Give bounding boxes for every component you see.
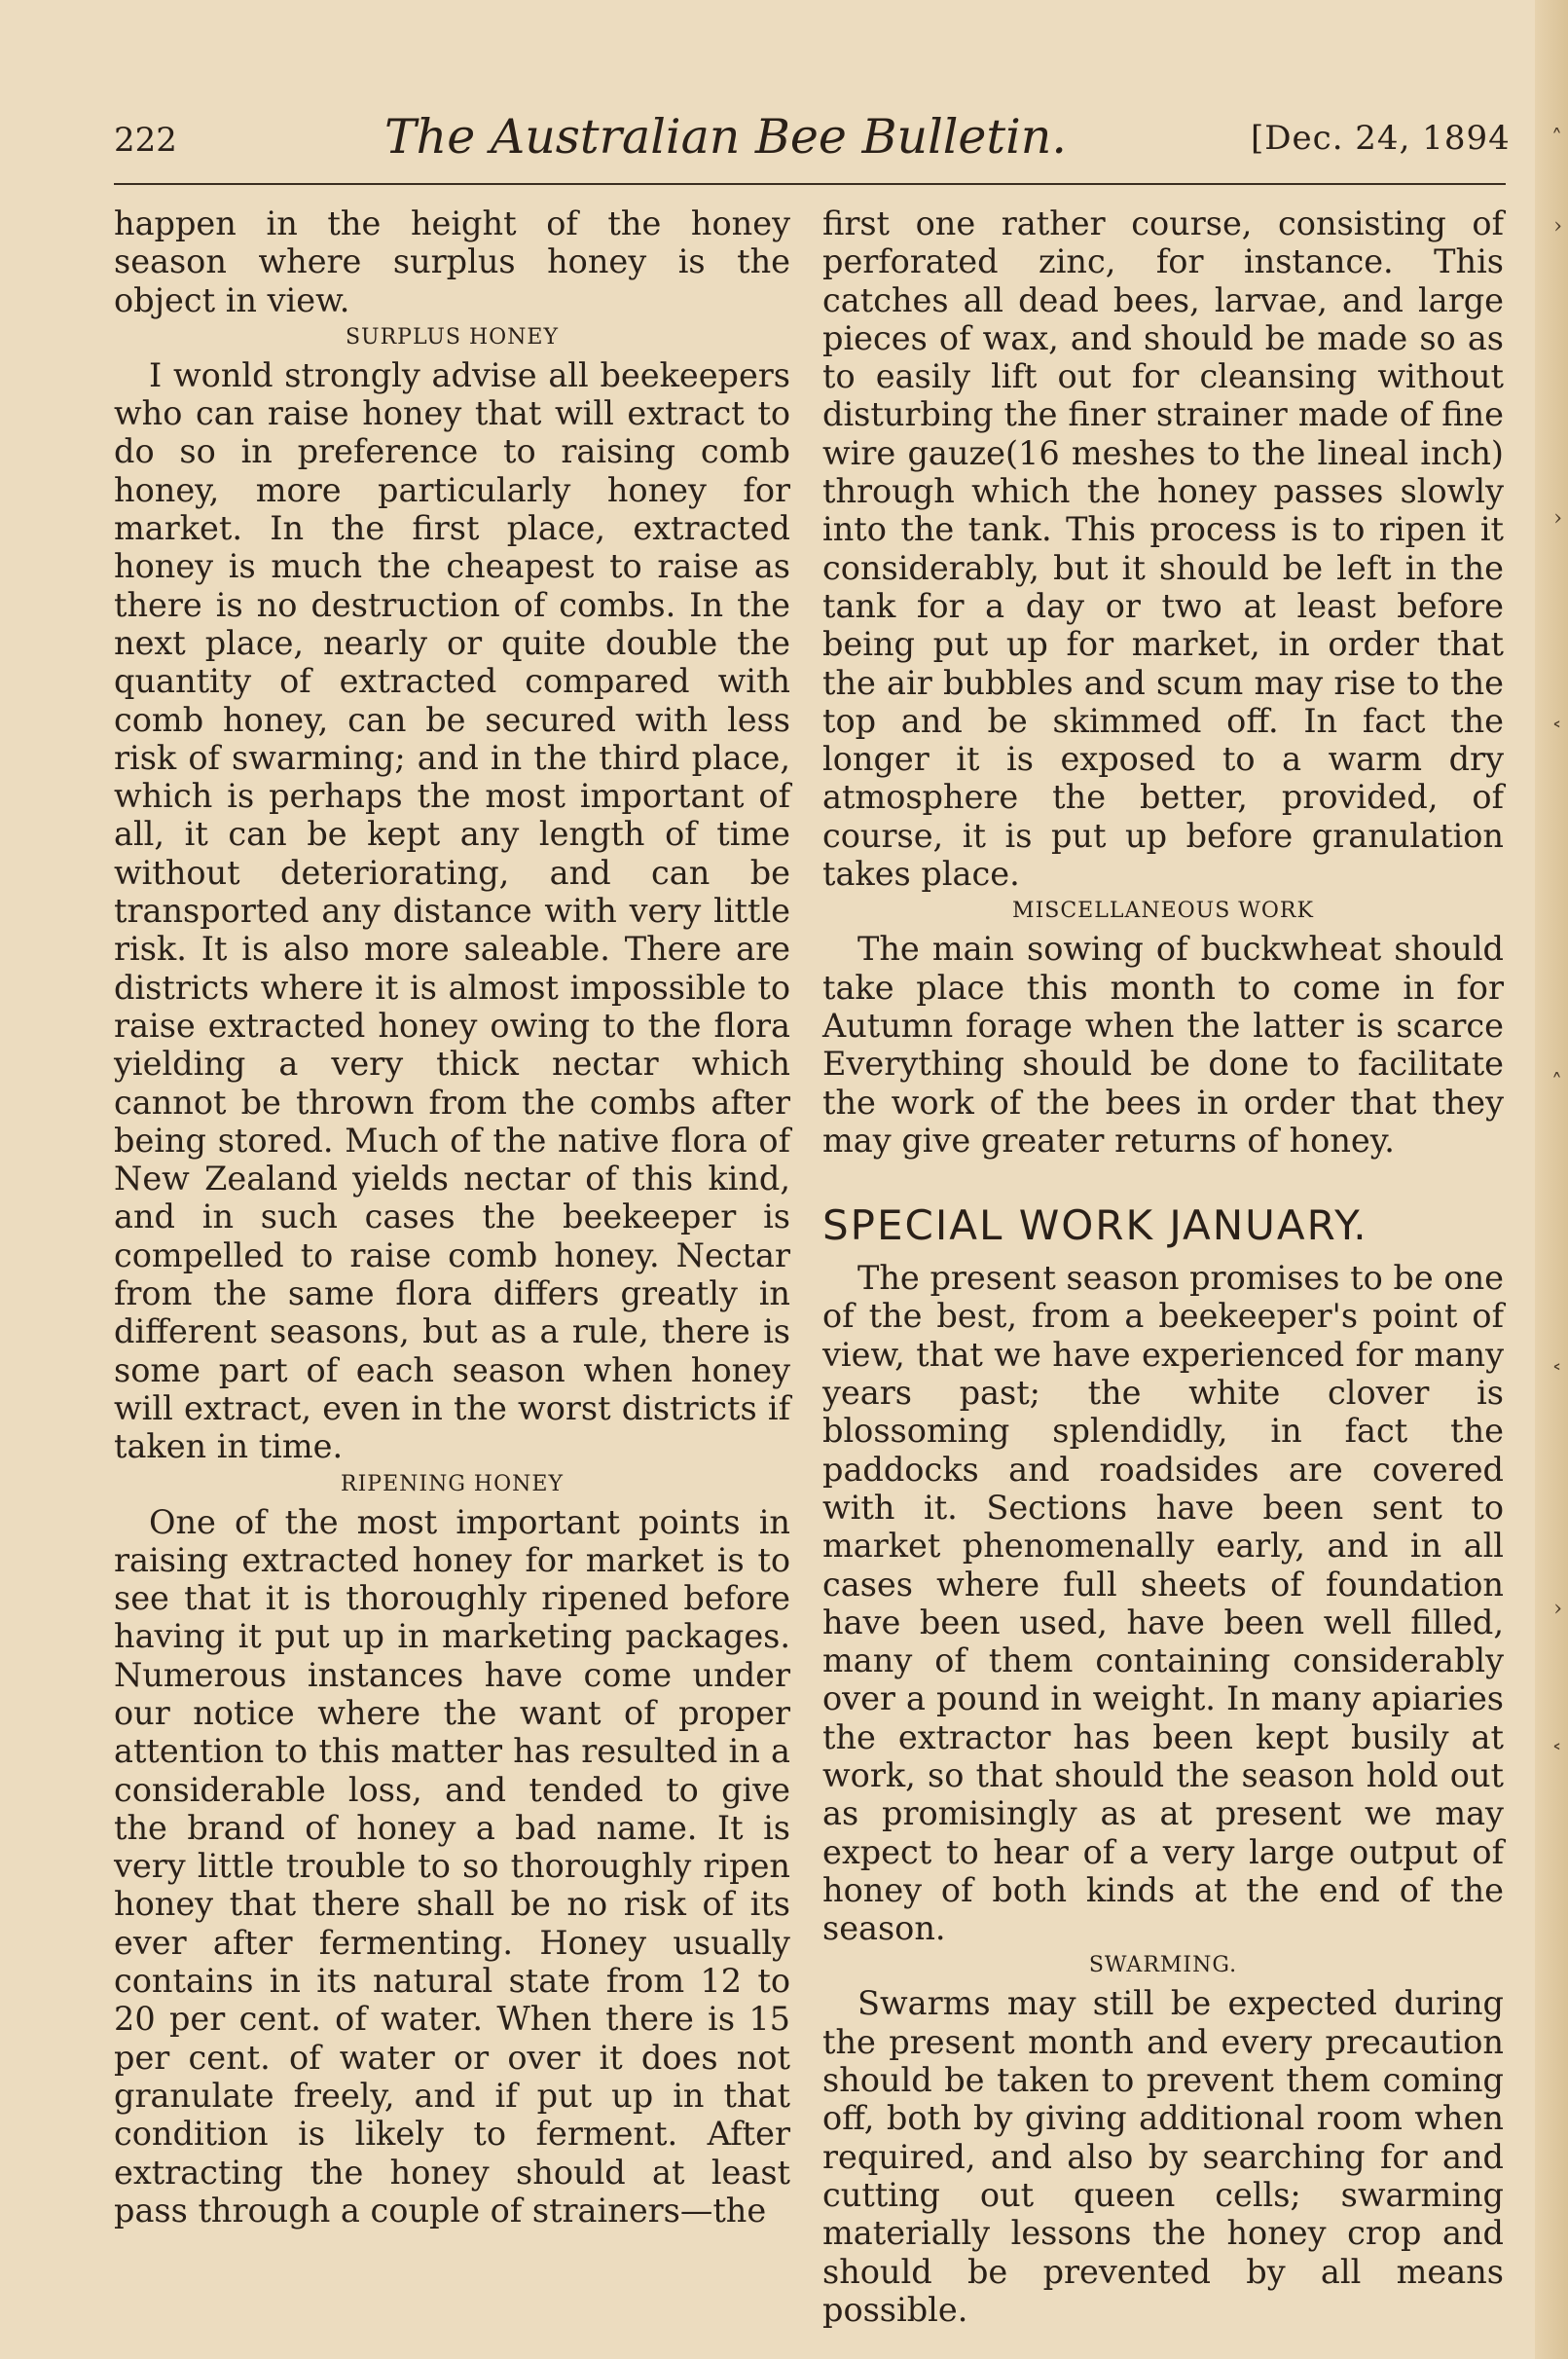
subheading-swarming: SWARMING.: [1088, 1953, 1238, 1978]
header-rule: [114, 183, 1506, 185]
paragraph: Swarms may still be expected during the present month and every precaution should be taken to prevent them coming off, both by giving additional room when required, and also by searching for and cutting out queen cells; swarming materially lessons the honey crop and should be prevented by all means possible.: [822, 1984, 1504, 2329]
margin-mark: ›: [1553, 1597, 1562, 1621]
margin-mark: ˂: [1551, 720, 1562, 745]
paragraph: The main sowing of buckwheat should take place this month to come in for Autumn forage when the latter is scarce Everything should be done to facilitate the work of the bees in order that they may give greater returns of honey.: [822, 930, 1504, 1160]
paragraph: The present season promises to be one of the best, from a beekeeper's point of view, that we have experienced for many years past; the white clover is blossoming splendidly, in fact the paddocks and roadsides are covered with it. Sections have been sent to market phenomenally early, and in all cases where full sheets of foundation have been used, have been well filled, many of them containing considerably over a pound in weight. In many apiaries the extractor has been kept busily at work, so that should the season hold out as promisingly as at present we may expect to hear of a very large output of honey of both kinds at the end of the season.: [822, 1259, 1504, 1948]
page-header: [0, 107, 1568, 185]
page-edge: [1535, 0, 1568, 2359]
paragraph: happen in the height of the honey season where surplus honey is the object in view.: [114, 204, 790, 319]
margin-mark: ›: [1553, 214, 1562, 239]
subheading-miscellaneous-work: MISCELLANEOUS WORK: [1012, 899, 1314, 924]
subheading-ripening-honey: RIPENING HONEY: [341, 1471, 564, 1496]
margin-mark: ˂: [1551, 1743, 1562, 1767]
section-title: SPECIAL WORK JANUARY.: [822, 1201, 1368, 1250]
margin-mark: ›: [1553, 506, 1562, 531]
left-column: [114, 204, 790, 2230]
paragraph: first one rather course, consisting of perforated zinc, for instance. This catches all dead bees, larvae, and large pieces of wax, and should be made so as to easily lift out for cleansing without disturbing the finer strainer made of fine wire gauze(16 meshes to the lineal inch) through which the honey passes slowly into the tank. This process is to ripen it considerably, but it should be left in the tank for a day or two at least before being put up for market, in order that the air bubbles and scum may rise to the top and be skimmed off. In fact the longer it is exposed to a warm dry atmosphere the better, provided, of course, it is put up before granulation takes place.: [822, 204, 1504, 894]
journal-title: The Australian Bee Bulletin.: [384, 109, 1067, 165]
page-number: 222: [114, 121, 177, 160]
margin-mark: ˂: [1551, 1363, 1562, 1387]
subheading-surplus-honey: SURPLUS HONEY: [345, 324, 560, 350]
paragraph: One of the most important points in raising extracted honey for market is to see that it is thoroughly ripened before having it put up in marketing packages. Numerous instances have come under our notice where the want of proper attention to this matter has resulted in a considerable loss, and tended to give the brand of honey a bad name. It is very little trouble to so thoroughly ripen honey that there shall be no risk of its ever after fermenting. Honey usually contains in its natural state from 12 to 20 per cent. of water. When there is 15 per cent. of water or over it does not granulate freely, and if put up in that condition is likely to ferment. After extracting the honey should at least pass through a couple of strainers—the: [114, 1502, 790, 2230]
right-column: [822, 204, 1504, 2329]
margin-mark: ˄: [1551, 127, 1562, 151]
issue-date: [Dec. 24, 1894: [1251, 119, 1511, 158]
margin-mark: ˄: [1551, 1071, 1562, 1095]
paragraph: I wonld strongly advise all beekeepers who can raise honey that will extract to do so in preference to raising comb honey, more particularly honey for market. In the first place, extracted honey is much the cheapest to raise as there is no destruction of combs. In the next place, nearly or quite double the quantity of extracted compared with comb honey, can be secured with less risk of swarming; and in the third place, which is perhaps the most important of all, it can be kept any length of time without deteriorating, and can be transported any distance with very little risk. It is also more saleable. There are districts where it is almost impossible to raise extracted honey owing to the flora yielding a very thick nectar which cannot be thrown from the combs after being stored. Much of the native flora of New Zealand yields nectar of this kind, and in such cases the beekeeper is compelled to raise comb honey. Nectar from the same flora differs greatly in different seasons, but as a rule, there is some part of each season when honey will extract, even in the worst districts if taken in time.: [114, 355, 790, 1466]
